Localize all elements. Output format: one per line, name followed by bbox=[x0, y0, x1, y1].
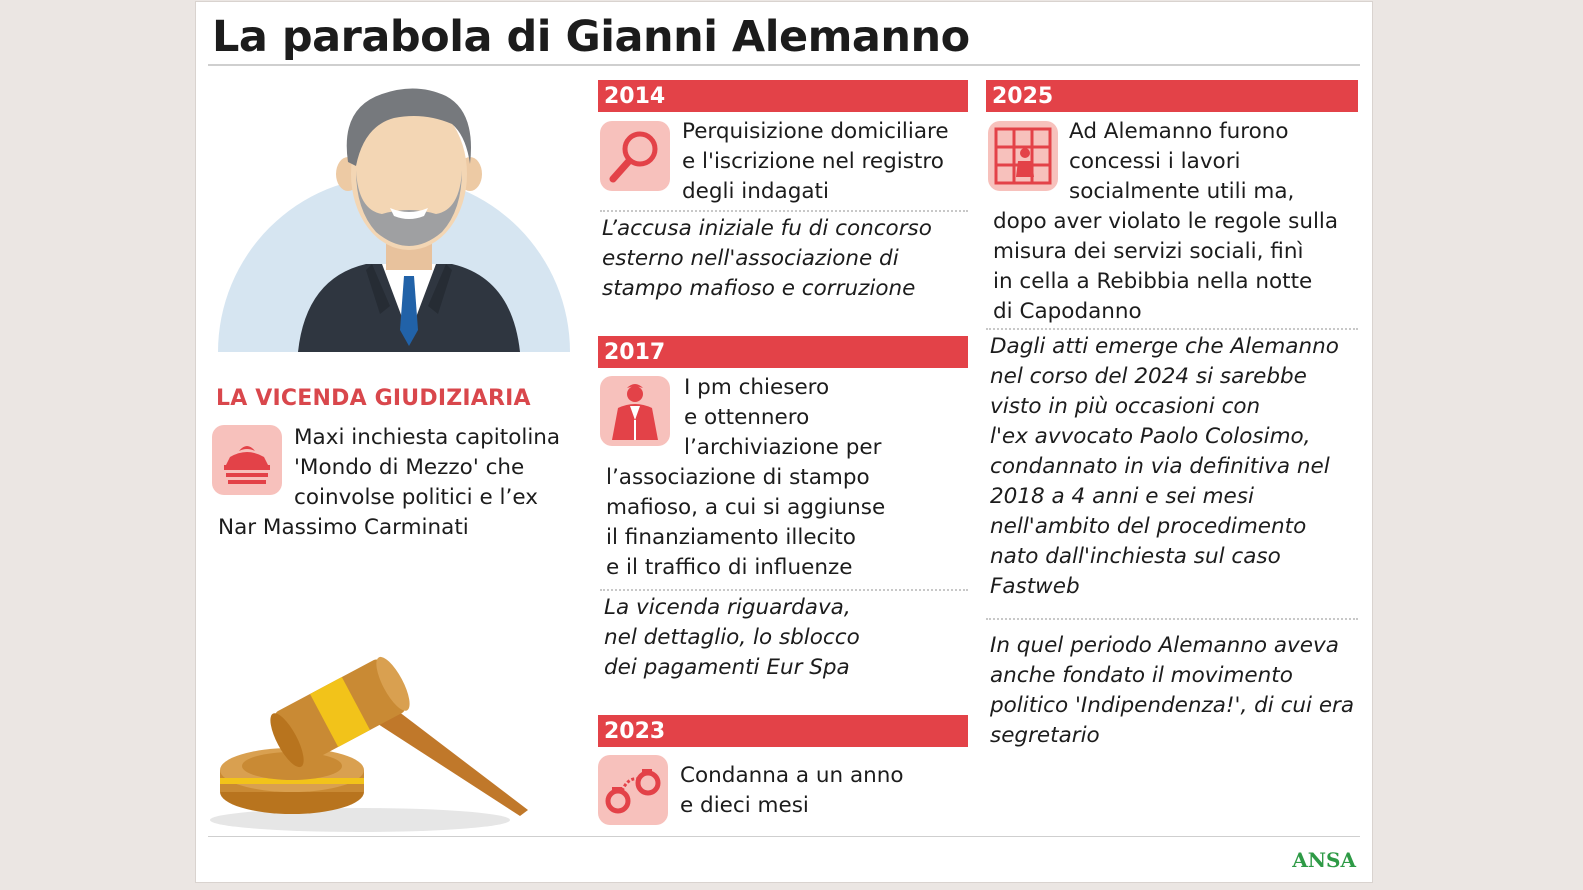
y2014-note-line-3: stampo mafioso e corruzione bbox=[602, 276, 916, 301]
y2025-main-line-7: di Capodanno bbox=[993, 299, 1142, 324]
y2017-note-line-2: nel dettaglio, lo sblocco bbox=[604, 625, 860, 650]
y2025-note1-line-9: Fastweb bbox=[990, 574, 1080, 599]
y2025-main-line-2: concessi i lavori bbox=[1069, 149, 1241, 174]
y2025-note1-line-5: condannato in via definitiva nel bbox=[990, 454, 1330, 479]
handcuffs-icon bbox=[598, 755, 668, 825]
y2014-main-line-1: Perquisizione domiciliare bbox=[682, 119, 949, 144]
infographic-card bbox=[196, 2, 1372, 882]
section-title: LA VICENDA GIUDIZIARIA bbox=[216, 386, 531, 411]
y2017-main-line-7: e il traffico di influenze bbox=[606, 555, 853, 580]
y2025-main-line-6: in cella a Rebibbia nella notte bbox=[993, 269, 1313, 294]
y2025-main-line-5: misura dei servizi sociali, finì bbox=[993, 239, 1304, 264]
y2025-note1-line-7: nell'ambito del procedimento bbox=[990, 514, 1307, 539]
prison-cell-icon bbox=[988, 121, 1058, 191]
footer-divider bbox=[208, 836, 1360, 837]
magnifier-icon bbox=[600, 121, 670, 191]
source-credit: ANSA bbox=[1292, 848, 1356, 872]
divider bbox=[600, 210, 968, 212]
y2023-main-line-2: e dieci mesi bbox=[680, 793, 809, 818]
year-2023-bar: 2023 bbox=[598, 715, 968, 747]
y2017-main-line-1: I pm chiesero bbox=[684, 375, 830, 400]
y2025-note2-line-3: politico 'Indipendenza!', di cui era bbox=[990, 693, 1355, 718]
divider bbox=[986, 328, 1358, 330]
y2017-main-line-5: mafioso, a cui si aggiunse bbox=[606, 495, 886, 520]
y2025-note1-line-6: 2018 a 4 anni e sei mesi bbox=[990, 484, 1254, 509]
y2014-main-line-2: e l'iscrizione nel registro bbox=[682, 149, 944, 174]
y2025-main-line-4: dopo aver violato le regole sulla bbox=[993, 209, 1339, 234]
year-2025-bar: 2025 bbox=[986, 80, 1358, 112]
y2017-note-line-3: dei pagamenti Eur Spa bbox=[604, 655, 850, 680]
y2025-note1-line-3: visto in più occasioni con bbox=[990, 394, 1261, 419]
y2025-note2-line-4: segretario bbox=[990, 723, 1100, 748]
judge-hat-icon bbox=[212, 425, 282, 495]
y2023-main-line-1: Condanna a un anno bbox=[680, 763, 904, 788]
y2017-main-line-6: il finanziamento illecito bbox=[606, 525, 856, 550]
y2017-main-line-2: e ottennero bbox=[684, 405, 810, 430]
y2025-main-line-3: socialmente utili ma, bbox=[1069, 179, 1295, 204]
judge-icon bbox=[600, 376, 670, 446]
y2017-main-line-3: l’archiviazione per bbox=[684, 435, 882, 460]
y2025-note1-line-8: nato dall'inchiesta sul caso bbox=[990, 544, 1281, 569]
y2025-note2-line-1: In quel periodo Alemanno aveva bbox=[990, 633, 1339, 658]
gavel-illustration bbox=[210, 642, 540, 834]
y2025-main-line-1: Ad Alemanno furono bbox=[1069, 119, 1289, 144]
year-2017-bar: 2017 bbox=[598, 336, 968, 368]
year-2014-bar: 2014 bbox=[598, 80, 968, 112]
intro-line-3: coinvolse politici e l’ex bbox=[294, 485, 538, 510]
portrait-illustration bbox=[214, 74, 574, 358]
y2025-note1-line-4: l'ex avvocato Paolo Colosimo, bbox=[990, 424, 1311, 449]
y2017-note-line-1: La vicenda riguardava, bbox=[604, 595, 851, 620]
y2014-note-line-1: L’accusa iniziale fu di concorso bbox=[602, 216, 932, 241]
page-title: La parabola di Gianni Alemanno bbox=[212, 12, 970, 62]
y2017-main-line-4: l’associazione di stampo bbox=[606, 465, 870, 490]
y2025-note1-line-1: Dagli atti emerge che Alemanno bbox=[990, 334, 1339, 359]
title-divider bbox=[208, 64, 1360, 66]
y2014-note-line-2: esterno nell'associazione di bbox=[602, 246, 899, 271]
y2014-main-line-3: degli indagati bbox=[682, 179, 829, 204]
intro-line-4: Nar Massimo Carminati bbox=[218, 515, 469, 540]
intro-line-1: Maxi inchiesta capitolina bbox=[294, 425, 561, 450]
y2025-note1-line-2: nel corso del 2024 si sarebbe bbox=[990, 364, 1307, 389]
intro-line-2: 'Mondo di Mezzo' che bbox=[294, 455, 525, 480]
divider bbox=[986, 618, 1358, 620]
divider bbox=[600, 589, 968, 591]
y2025-note2-line-2: anche fondato il movimento bbox=[990, 663, 1293, 688]
